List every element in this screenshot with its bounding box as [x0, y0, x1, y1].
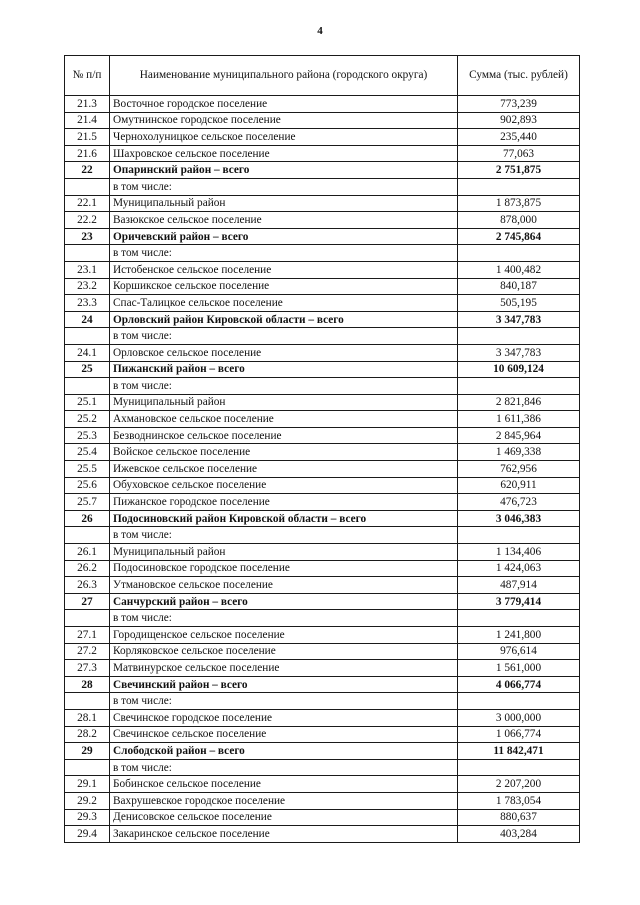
row-sum: 1 424,063 [458, 560, 580, 577]
including-row [65, 610, 580, 627]
row-number: 22.1 [65, 195, 110, 212]
row-number: 25.1 [65, 394, 110, 411]
including-row [65, 378, 580, 395]
row-number: 28 [65, 676, 110, 693]
row-name: Восточное городское поселение [110, 96, 458, 113]
row-name: в том числе: [110, 759, 458, 776]
district-total-row [65, 510, 580, 527]
row-name: Орловский район Кировской области – всего [110, 311, 458, 328]
row-name: Безводнинское сельское поселение [110, 427, 458, 444]
including-row [65, 328, 580, 345]
table-row [65, 112, 580, 129]
row-sum: 403,284 [458, 826, 580, 843]
header-num: № п/п [65, 56, 110, 96]
row-sum [458, 378, 580, 395]
table-row [65, 344, 580, 361]
district-total-row [65, 593, 580, 610]
including-row [65, 245, 580, 262]
table-header [65, 56, 580, 96]
row-number: 25.7 [65, 494, 110, 511]
row-name: Вазюкское сельское поселение [110, 212, 458, 229]
row-name: Ахмановское сельское поселение [110, 411, 458, 428]
row-name: Утмановское сельское поселение [110, 577, 458, 594]
row-number: 24.1 [65, 344, 110, 361]
row-number: 25 [65, 361, 110, 378]
row-number: 23.1 [65, 261, 110, 278]
row-name: Закаринское сельское поселение [110, 826, 458, 843]
row-name: Слободской район – всего [110, 743, 458, 760]
table-row [65, 560, 580, 577]
row-sum: 620,911 [458, 477, 580, 494]
table-row [65, 792, 580, 809]
row-name: в том числе: [110, 693, 458, 710]
row-name: Шахровское сельское поселение [110, 145, 458, 162]
table-row [65, 660, 580, 677]
row-number: 27.2 [65, 643, 110, 660]
row-name: Муниципальный район [110, 394, 458, 411]
row-sum: 1 400,482 [458, 261, 580, 278]
row-number: 23 [65, 228, 110, 245]
row-sum [458, 245, 580, 262]
row-sum: 4 066,774 [458, 676, 580, 693]
row-sum: 1 561,000 [458, 660, 580, 677]
row-number: 26 [65, 510, 110, 527]
row-number [65, 245, 110, 262]
including-row [65, 178, 580, 195]
row-number: 28.2 [65, 726, 110, 743]
row-sum: 3 779,414 [458, 593, 580, 610]
row-name: в том числе: [110, 610, 458, 627]
row-name: в том числе: [110, 378, 458, 395]
row-sum: 2 751,875 [458, 162, 580, 179]
table-row [65, 411, 580, 428]
row-number [65, 610, 110, 627]
including-row [65, 693, 580, 710]
table-row [65, 195, 580, 212]
row-number: 25.3 [65, 427, 110, 444]
row-number: 29.3 [65, 809, 110, 826]
district-total-row [65, 311, 580, 328]
row-sum [458, 328, 580, 345]
row-sum [458, 693, 580, 710]
row-name: Ижевское сельское поселение [110, 461, 458, 478]
row-name: Спас-Талицкое сельское поселение [110, 295, 458, 312]
table-row [65, 826, 580, 843]
table-row [65, 261, 580, 278]
row-name: Свечинский район – всего [110, 676, 458, 693]
row-sum: 2 821,846 [458, 394, 580, 411]
row-number [65, 759, 110, 776]
row-sum: 1 873,875 [458, 195, 580, 212]
row-number: 21.4 [65, 112, 110, 129]
row-name: Оричевский район – всего [110, 228, 458, 245]
row-name: в том числе: [110, 527, 458, 544]
row-number: 23.3 [65, 295, 110, 312]
table-row [65, 278, 580, 295]
row-number: 26.2 [65, 560, 110, 577]
row-number: 21.5 [65, 129, 110, 146]
row-sum [458, 610, 580, 627]
row-number [65, 328, 110, 345]
table-body [65, 96, 580, 843]
row-name: Войское сельское поселение [110, 444, 458, 461]
table-row [65, 643, 580, 660]
row-sum: 840,187 [458, 278, 580, 295]
row-name: Истобенское сельское поселение [110, 261, 458, 278]
budget-table [64, 55, 580, 843]
row-name: Муниципальный район [110, 195, 458, 212]
row-sum: 2 207,200 [458, 776, 580, 793]
row-number: 28.1 [65, 709, 110, 726]
row-sum: 476,723 [458, 494, 580, 511]
header-name: Наименование муниципального района (городского округа) [110, 56, 458, 96]
row-number: 27 [65, 593, 110, 610]
table-row [65, 145, 580, 162]
row-sum: 1 469,338 [458, 444, 580, 461]
row-sum: 762,956 [458, 461, 580, 478]
row-sum: 880,637 [458, 809, 580, 826]
row-sum: 1 611,386 [458, 411, 580, 428]
row-number [65, 378, 110, 395]
row-number: 29.2 [65, 792, 110, 809]
table-row [65, 212, 580, 229]
table-row [65, 394, 580, 411]
row-sum: 2 745,864 [458, 228, 580, 245]
table-row [65, 577, 580, 594]
row-number [65, 178, 110, 195]
row-sum: 773,239 [458, 96, 580, 113]
row-sum: 11 842,471 [458, 743, 580, 760]
row-sum [458, 178, 580, 195]
row-number [65, 527, 110, 544]
row-number: 29.1 [65, 776, 110, 793]
row-number: 27.3 [65, 660, 110, 677]
row-number: 21.6 [65, 145, 110, 162]
page-number: 4 [317, 25, 323, 37]
district-total-row [65, 743, 580, 760]
row-number: 24 [65, 311, 110, 328]
row-sum: 2 845,964 [458, 427, 580, 444]
row-sum: 77,063 [458, 145, 580, 162]
row-number: 26.1 [65, 544, 110, 561]
row-name: в том числе: [110, 245, 458, 262]
row-sum: 3 046,383 [458, 510, 580, 527]
row-name: Орловское сельское поселение [110, 344, 458, 361]
table-row [65, 709, 580, 726]
row-number: 22 [65, 162, 110, 179]
row-name: в том числе: [110, 178, 458, 195]
row-sum: 1 134,406 [458, 544, 580, 561]
table-row [65, 427, 580, 444]
row-name: Обуховское сельское поселение [110, 477, 458, 494]
table-row [65, 809, 580, 826]
row-name: Городищенское сельское поселение [110, 627, 458, 644]
table-row [65, 726, 580, 743]
row-name: Муниципальный район [110, 544, 458, 561]
row-name: Санчурский район – всего [110, 593, 458, 610]
row-number: 26.3 [65, 577, 110, 594]
row-sum: 1 783,054 [458, 792, 580, 809]
district-total-row [65, 676, 580, 693]
table-row [65, 477, 580, 494]
table-row [65, 494, 580, 511]
row-number: 27.1 [65, 627, 110, 644]
district-total-row [65, 228, 580, 245]
row-name: Свечинское сельское поселение [110, 726, 458, 743]
including-row [65, 759, 580, 776]
row-sum [458, 527, 580, 544]
header-sum: Сумма (тыс. рублей) [458, 56, 580, 96]
row-sum: 3 347,783 [458, 344, 580, 361]
row-name: Пижанское городское поселение [110, 494, 458, 511]
row-sum: 505,195 [458, 295, 580, 312]
row-name: Подосиновский район Кировской области – всего [110, 510, 458, 527]
row-sum: 235,440 [458, 129, 580, 146]
row-name: Омутнинское городское поселение [110, 112, 458, 129]
row-name: Подосиновское городское поселение [110, 560, 458, 577]
table-row [65, 96, 580, 113]
row-number: 25.5 [65, 461, 110, 478]
row-number: 25.6 [65, 477, 110, 494]
including-row [65, 527, 580, 544]
row-sum: 1 066,774 [458, 726, 580, 743]
row-name: Денисовское сельское поселение [110, 809, 458, 826]
row-number: 23.2 [65, 278, 110, 295]
table-row [65, 627, 580, 644]
row-number: 29 [65, 743, 110, 760]
row-sum: 10 609,124 [458, 361, 580, 378]
row-sum: 902,893 [458, 112, 580, 129]
row-sum: 1 241,800 [458, 627, 580, 644]
table-row [65, 776, 580, 793]
row-sum: 3 347,783 [458, 311, 580, 328]
row-sum: 3 000,000 [458, 709, 580, 726]
row-sum: 878,000 [458, 212, 580, 229]
row-name: Опаринский район – всего [110, 162, 458, 179]
row-number: 25.4 [65, 444, 110, 461]
row-sum: 976,614 [458, 643, 580, 660]
row-number: 25.2 [65, 411, 110, 428]
row-name: Коршикское сельское поселение [110, 278, 458, 295]
row-name: в том числе: [110, 328, 458, 345]
table-row [65, 544, 580, 561]
row-number [65, 693, 110, 710]
table-row [65, 461, 580, 478]
table-row [65, 444, 580, 461]
table-row [65, 129, 580, 146]
row-number: 21.3 [65, 96, 110, 113]
row-name: Пижанский район – всего [110, 361, 458, 378]
table-row [65, 295, 580, 312]
row-name: Корляковское сельское поселение [110, 643, 458, 660]
row-name: Вахрушевское городское поселение [110, 792, 458, 809]
row-name: Свечинское городское поселение [110, 709, 458, 726]
district-total-row [65, 162, 580, 179]
row-number: 29.4 [65, 826, 110, 843]
row-name: Бобинское сельское поселение [110, 776, 458, 793]
district-total-row [65, 361, 580, 378]
row-sum [458, 759, 580, 776]
row-number: 22.2 [65, 212, 110, 229]
row-name: Матвинурское сельское поселение [110, 660, 458, 677]
row-sum: 487,914 [458, 577, 580, 594]
row-name: Чернохолуницкое сельское поселение [110, 129, 458, 146]
